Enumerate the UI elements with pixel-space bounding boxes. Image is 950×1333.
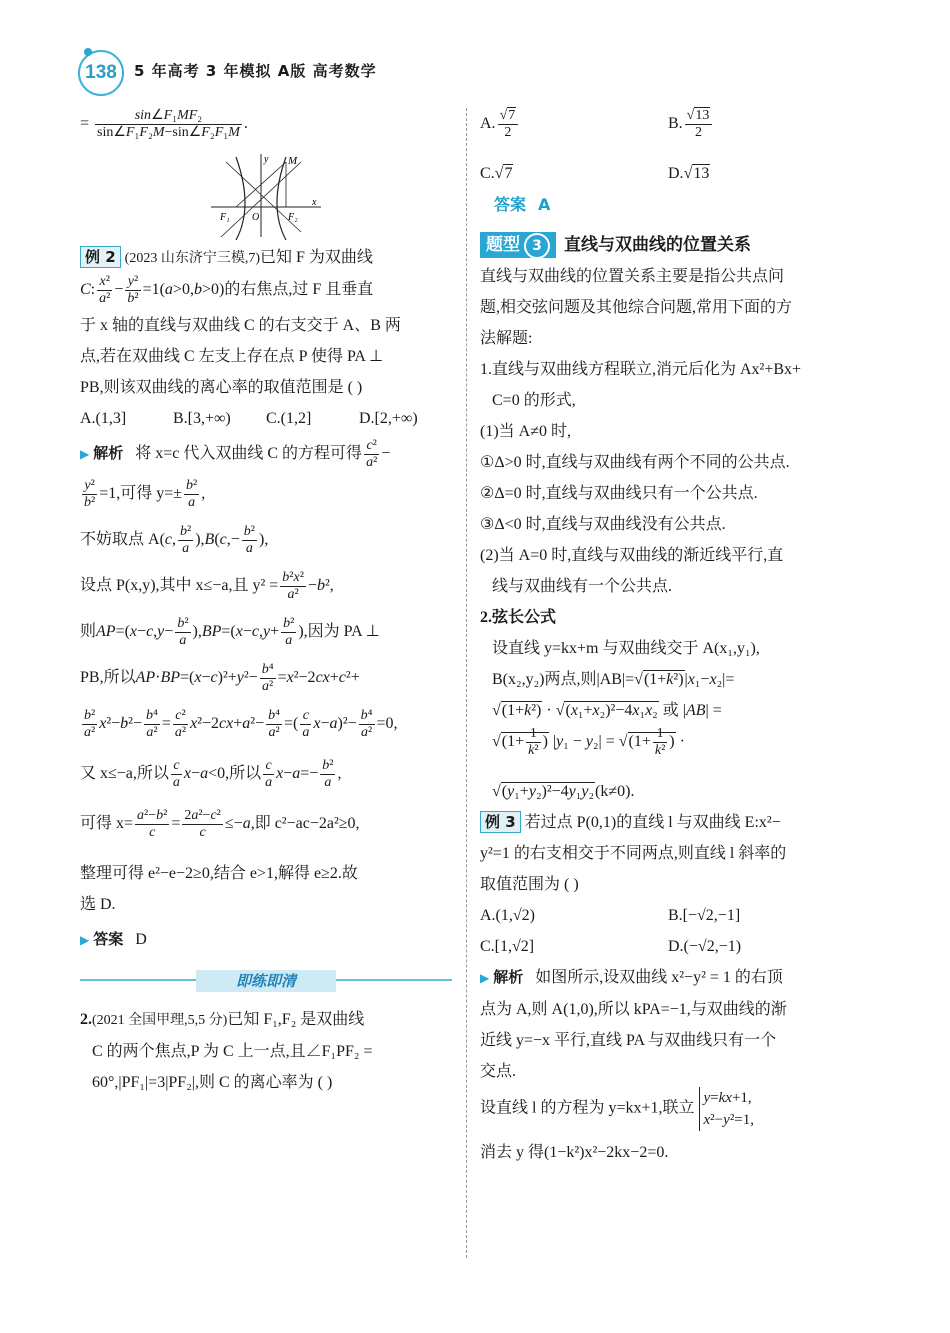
method1-line1: 1.直线与双曲线方程联立,消元后化为 Ax²+Bx+ (480, 360, 802, 378)
ex3-option-d: D.(−√2,−1) (668, 937, 742, 955)
right-column (480, 108, 856, 1168)
answer-label: ▶ 答案 (80, 930, 123, 948)
analysis-line2: $\frac{\text{y²}}{\text{b²}}$ =1,可得 y=± $\frac{\text{b²}}{a}$ , (84, 478, 206, 510)
method1-line4: ①Δ>0 时,直线与双曲线有两个不同的公共点. (480, 453, 790, 471)
section-title: 直线与双曲线的位置关系 (564, 234, 751, 255)
q2-line3: 60°,|PF₁|=3|PF₂|,则 C 的离心率为 ( ) (92, 1074, 333, 1091)
example3-line1: 例 3 若过点 P(0,1)的直线 l 与双曲线 E:x²− (480, 807, 856, 838)
analysis-line3: 不妨取点 A(c, $\frac{\text{b²}}{a}$ ),B(c,− $\frac{\text{b²}}{a}$ ), (80, 524, 269, 556)
answer-line (80, 924, 452, 956)
page-header (78, 50, 898, 94)
analysis3-label: ▶ 解析 (480, 968, 523, 986)
svg-text:M: M (288, 155, 298, 167)
example3-options-row2 (480, 931, 856, 962)
svg-text:F₁: F₁ (220, 212, 230, 223)
svg-text:O: O (252, 212, 260, 223)
q2-option-d: D.√13 (668, 165, 710, 182)
column-divider (466, 108, 467, 1258)
ex3-option-c: C.[1,√2] (480, 937, 535, 955)
q2-answer: 答案 A (494, 195, 551, 214)
option-c: C.(1,2] (266, 410, 312, 427)
analysis-line9: 可得 x= $\frac{\text{a²−b²}}{c}$ = $\frac{\text{2a²−c²}}{c}$ ≤−a,即 c²−ac−2a²≥0, (80, 808, 360, 840)
analysis-line1: ▶ 解析 将 x=c 代入双曲线 C 的方程可得 $\frac{\text{c²}}{\text{a²}}$ − (80, 438, 452, 478)
analysis-line7: $\frac{\text{b²}}{\text{a²}}$ x²−b²− $\frac{\text{b⁴}}{\text{a²}}$ = $\frac{\text{c²}}{\text{a²}}$ x²−2cx+a²− $\frac{\text{b⁴}}{\text{a²}}$ =( $\frac{c}{a}$ x−a)²− $\frac{\text{b⁴}}{\text{a²}}$ =0, (84, 708, 398, 740)
analysis-line10: 整理可得 e²−e−2≥0,结合 e>1,解得 e≥2.故 (80, 865, 358, 882)
method1-line3: (1)当 A≠0 时, (480, 422, 571, 440)
option-a: A.(1,3] (80, 410, 127, 427)
example3-options-row1 (480, 900, 856, 931)
q2-line2: C 的两个焦点,P 为 C 上一点,且∠F₁PF₂ = (92, 1043, 373, 1060)
sine-ratio-formula: = $\frac{\text{sin∠F₁MF₂}}{\text{sin∠F₁F₂M−sin∠F₂F₁M}}$ . (80, 108, 248, 140)
method1-line2: C=0 的形式, (492, 391, 576, 409)
practice-band: 即练即清 (80, 966, 452, 994)
example2-options (80, 403, 452, 434)
method1-line5: ②Δ=0 时,直线与双曲线只有一个公共点. (480, 484, 758, 502)
intro-line1: 直线与双曲线的位置关系主要是指公共点问 (480, 267, 785, 285)
chord-line2: B(x₂,y₂)两点,则|AB|=√(1+k²)|x₁−x₂|= (492, 670, 735, 688)
example3-line2: y²=1 的右支相交于不同两点,则直线 l 斜率的 (480, 844, 787, 862)
chord-line5: √(y₁+y₂)²−4y₁y₂(k≠0). (492, 782, 635, 800)
example2-line3: 于 x 轴的直线与双曲线 C 的右支交于 A、B 两 (80, 317, 401, 334)
q2-options-row2 (480, 158, 856, 189)
q2-option-c: C.√7 (480, 165, 513, 182)
svg-text:F₂: F₂ (288, 212, 298, 223)
intro-line3: 法解题: (480, 329, 533, 347)
type-badge: 题型 3 (480, 232, 556, 258)
page-number-badge: 138 (78, 50, 124, 96)
q2-line1: 2.(2021 全国甲理,5,5 分)已知 F₁,F₂ 是双曲线 (80, 1011, 365, 1028)
example2-line1: 例 2 (2023 山东济宁三模,7)已知 F 为双曲线 (80, 242, 452, 274)
analysis-line4: 设点 P(x,y),其中 x≤−a,且 y² = $\frac{\text{b²x²}}{\text{a²}}$ −b², (80, 570, 334, 602)
ex3-option-a: A.(1,√2) (480, 906, 535, 924)
chord-line1: 设直线 y=kx+m 与双曲线交于 A(x₁,y₁), (492, 639, 760, 657)
chord-title: 2.弦长公式 (480, 608, 557, 626)
analysis3-line6: 消去 y 得(1−k²)x²−2kx−2=0. (480, 1143, 669, 1161)
q2-options-row1 (480, 108, 856, 158)
analysis3-line2: 点为 A,则 A(1,0),所以 kPA=−1,与双曲线的渐 (480, 1000, 787, 1018)
q2-option-a: A. $\frac{√7}{2}$ (480, 108, 668, 158)
analysis-line11: 选 D. (80, 896, 116, 913)
analysis-line8: 又 x≤−a,所以 $\frac{c}{a}$ x−a<0,所以 $\frac{c}{a}$ x−a=− $\frac{\text{b²}}{a}$ , (80, 758, 342, 790)
example3-label: 例 3 (480, 811, 521, 833)
method1-line6: ③Δ<0 时,直线与双曲线没有公共点. (480, 515, 726, 533)
svg-text:x: x (312, 197, 317, 208)
svg-text:y: y (264, 154, 269, 165)
left-column (80, 108, 452, 1098)
example2-label: 例 2 (80, 246, 121, 268)
example2-line5: PB,则该双曲线的离心率的取值范围是 ( ) (80, 379, 363, 396)
example3-line3: 取值范围为 ( ) (480, 875, 579, 893)
analysis3-line5: 设直线 l 的方程为 y=kx+1,联立 y=kx+1, x²−y²=1, (480, 1087, 856, 1137)
answer-value: D (135, 931, 147, 948)
method1-line8: 线与双曲线有一个公共点. (492, 577, 673, 595)
intro-line2: 题,相交弦问题及其他综合问题,常用下面的方 (480, 298, 793, 316)
option-b: B.[3,+∞) (173, 410, 231, 427)
analysis-line5: 则AP=(x−c,y− $\frac{\text{b²}}{a}$ ),BP=(x−c,y+ $\frac{\text{b²}}{a}$ ),因为 PA ⊥ (80, 616, 380, 648)
method1-line7: (2)当 A=0 时,直线与双曲线的渐近线平行,直 (480, 546, 784, 564)
analysis-line6: PB,所以AP·BP=(x−c)²+y²− $\frac{\text{b⁴}}{\text{a²}}$ =x²−2cx+c²+ (80, 662, 360, 694)
example2-line4: 点,若在双曲线 C 左支上存在点 P 使得 PA ⊥ (80, 348, 384, 365)
chord-line3: √(1+k²) · √(x₁+x₂)²−4x₁x₂ 或 |AB| = (492, 701, 722, 719)
book-title: 5 年高考 3 年模拟 A版 高考数学 (134, 62, 377, 80)
analysis-label: ▶ 解析 (80, 444, 123, 462)
option-d: D.[2,+∞) (359, 410, 418, 427)
q2-option-b: B. $\frac{√13}{2}$ (668, 108, 856, 158)
analysis3-line3: 近线 y=−x 平行,直线 PA 与双曲线只有一个 (480, 1031, 777, 1049)
hyperbola-figure (80, 152, 452, 242)
analysis3-line1: ▶ 解析 如图所示,设双曲线 x²−y² = 1 的右顶 (480, 962, 856, 994)
chord-line4: √(1+ $\frac{1}{\text{k²}}$ ) |y₁ − y₂| = √(1+ $\frac{1}{\text{k²}}$ ) · (492, 726, 685, 758)
hyperbola-sketch (206, 152, 326, 242)
ex3-option-b: B.[−√2,−1] (668, 906, 741, 924)
example2-line2: C: $\frac{\text{x²}}{\text{a²}}$ − $\frac{\text{y²}}{\text{b²}}$ =1(a>0,b>0)的右焦点,过 F 且垂直 (80, 274, 374, 306)
analysis3-line4: 交点. (480, 1062, 517, 1080)
section-heading (480, 229, 856, 261)
